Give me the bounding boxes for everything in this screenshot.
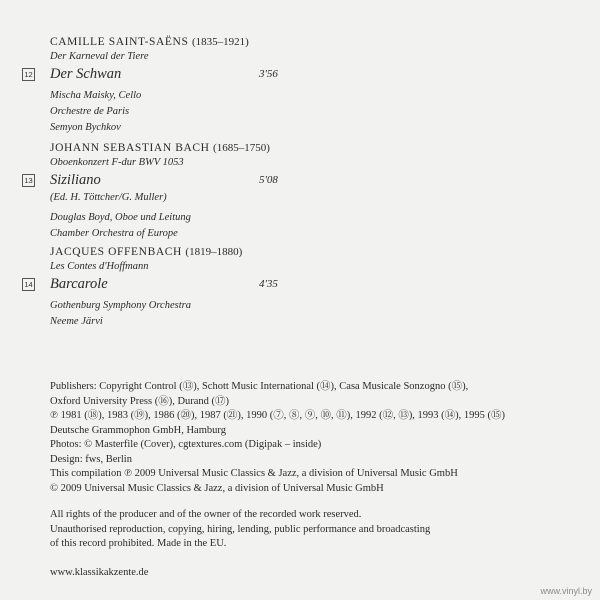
composer-years: (1835–1921) bbox=[191, 36, 249, 48]
credit-line: Photos: © Masterfile (Cover), cgtextures.com (Digipak – inside) bbox=[50, 439, 322, 450]
track-duration: 3'56 bbox=[259, 68, 278, 80]
watermark: www.vinyl.by bbox=[540, 586, 592, 596]
work-title: Oboenkonzert F-dur BWV 1053 bbox=[50, 157, 184, 168]
performer: Mischa Maisky, Cello bbox=[50, 90, 142, 101]
legal-line: Unauthorised reproduction, copying, hiring, lending, public performance and broadcasting bbox=[50, 523, 431, 535]
track-title: Der Schwan bbox=[50, 66, 122, 82]
legal-line: of this record prohibited. Made in the EU. bbox=[50, 538, 227, 549]
work-offenbach bbox=[24, 244, 530, 330]
track-number-box: 13 bbox=[22, 174, 35, 187]
work-title: Les Contes d'Hoffmann bbox=[50, 261, 149, 272]
track-row bbox=[24, 274, 530, 294]
arrangement-credit: (Ed. H. Töttcher/G. Muller) bbox=[50, 192, 167, 203]
credit-line: Design: fws, Berlin bbox=[50, 453, 132, 465]
track-number-box: 12 bbox=[22, 68, 35, 81]
composer-name: JACQUES OFFENBACH bbox=[50, 246, 182, 258]
track-title: Siziliano bbox=[50, 172, 101, 188]
composer-line bbox=[50, 244, 530, 260]
track-title: Barcarole bbox=[50, 276, 108, 292]
credits-block bbox=[50, 380, 570, 496]
performer: Orchestre de Paris bbox=[50, 106, 130, 117]
performer: Semyon Bychkov bbox=[50, 122, 121, 133]
work-bach bbox=[24, 140, 530, 242]
legal-line: All rights of the producer and of the owner of the recorded work reserved. bbox=[50, 509, 362, 520]
track-duration: 4'35 bbox=[259, 278, 278, 290]
track-number-box: 14 bbox=[22, 278, 35, 291]
track-duration: 5'08 bbox=[259, 174, 278, 186]
performer: Neeme Järvi bbox=[50, 316, 103, 327]
performer: Douglas Boyd, Oboe und Leitung bbox=[50, 212, 191, 223]
legal-notice bbox=[50, 508, 570, 552]
credit-line: This compilation ℗ 2009 Universal Music Classics & Jazz, a division of Universal Music GmbH bbox=[50, 468, 458, 479]
composer-name: JOHANN SEBASTIAN BACH bbox=[50, 142, 210, 154]
website-url: www.klassikakzente.de bbox=[50, 567, 149, 578]
credit-line: ℗ 1981 (⑱), 1983 (⑲), 1986 (⑳), 1987 (㉑), 1990 (⑦, ⑧, ⑨, ⑩, ⑪), 1992 (⑫, ⑬), 1993 (⑭), 1995 (⑮) bbox=[50, 410, 506, 421]
composer-years: (1685–1750) bbox=[213, 142, 270, 154]
composer-line bbox=[50, 140, 530, 156]
track-row bbox=[24, 170, 530, 190]
composer-name: CAMILLE SAINT-SAËNS bbox=[50, 36, 189, 48]
credit-line: Deutsche Grammophon GmbH, Hamburg bbox=[50, 424, 226, 436]
performer: Gothenburg Symphony Orchestra bbox=[50, 300, 191, 311]
credit-line: Publishers: Copyright Control (⑬), Schott Music International (⑭), Casa Musicale Sonzogno (⑮), bbox=[50, 381, 469, 392]
composer-line bbox=[50, 34, 530, 50]
credit-line: Oxford University Press (⑯), Durand (⑰) bbox=[50, 395, 230, 407]
composer-years: (1819–1880) bbox=[185, 246, 243, 258]
work-saint-saens bbox=[24, 34, 530, 136]
performer: Chamber Orchestra of Europe bbox=[50, 228, 178, 239]
credit-line: © 2009 Universal Music Classics & Jazz, a division of Universal Music GmbH bbox=[50, 482, 384, 494]
track-row bbox=[24, 64, 530, 84]
work-title: Der Karneval der Tiere bbox=[50, 51, 149, 62]
